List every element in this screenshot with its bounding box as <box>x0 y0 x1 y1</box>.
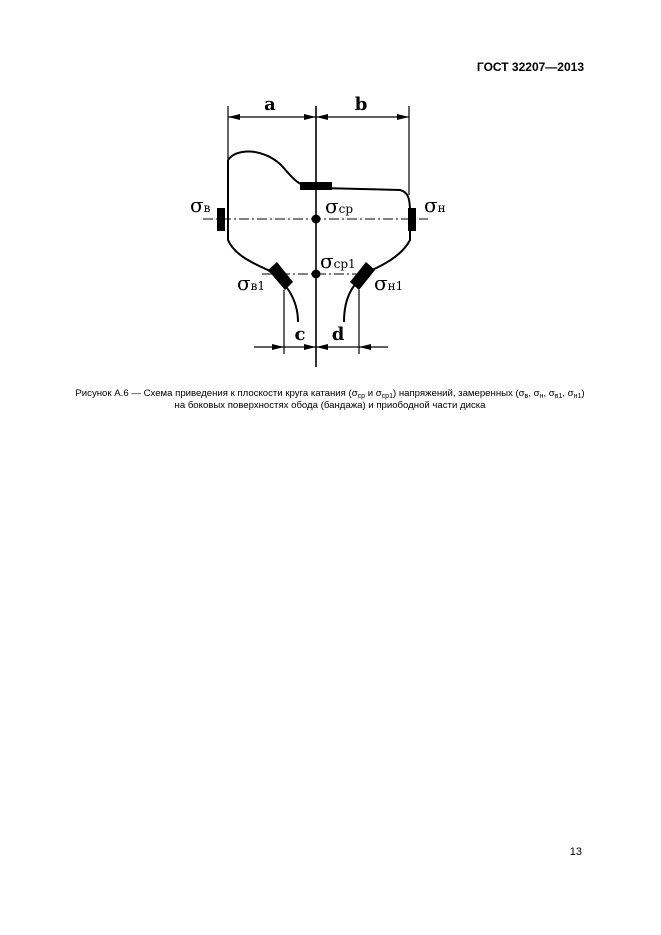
caption-line-2: на боковых поверхностях обода (бандажа) и приободной части диска <box>174 400 486 411</box>
label-sigma-n1: σн1 <box>374 271 404 295</box>
document-code: ГОСТ 32207—2013 <box>476 60 584 74</box>
label-sigma-v1: σв1 <box>237 271 266 295</box>
arrow-b-right <box>397 114 409 120</box>
gauge-top <box>300 182 332 190</box>
rim-profile-left <box>228 160 298 322</box>
figure-caption <box>30 388 630 412</box>
dim-label-c: c <box>294 324 306 345</box>
arrow-d-right <box>359 344 371 350</box>
gauge-lower-left <box>268 262 293 290</box>
gauge-left <box>217 208 225 231</box>
arrow-b-left <box>316 114 328 120</box>
arrow-a-right <box>304 114 316 120</box>
caption-line-1: Рисунок А.6 — Схема приведения к плоскости круга катания ($\sigma_{ср}$ и $\sigma_{ср1}$) напряжений, замеренных ($\sigma_в$, $\sigma_н$, $\sigma_{в1}$, $\sigma_{н1}$) <box>75 388 585 400</box>
label-sigma-cp: σср <box>325 194 354 218</box>
dim-label-b: b <box>354 94 368 115</box>
arrow-d-left <box>316 344 328 350</box>
rim-profile <box>228 151 410 322</box>
gauge-right <box>408 208 416 231</box>
label-sigma-v: σв <box>190 193 211 217</box>
wheel-rim-stress-diagram <box>0 0 661 380</box>
arrow-c-right <box>304 344 316 350</box>
point-sigma-cp <box>312 215 321 224</box>
label-sigma-n: σн <box>424 193 446 217</box>
arrow-c-left <box>272 344 284 350</box>
arrow-a-left <box>228 114 240 120</box>
page-number: 13 <box>569 846 582 858</box>
dim-label-d: d <box>331 324 345 345</box>
label-sigma-cp1: σср1 <box>320 249 356 273</box>
dim-label-a: a <box>264 94 276 115</box>
